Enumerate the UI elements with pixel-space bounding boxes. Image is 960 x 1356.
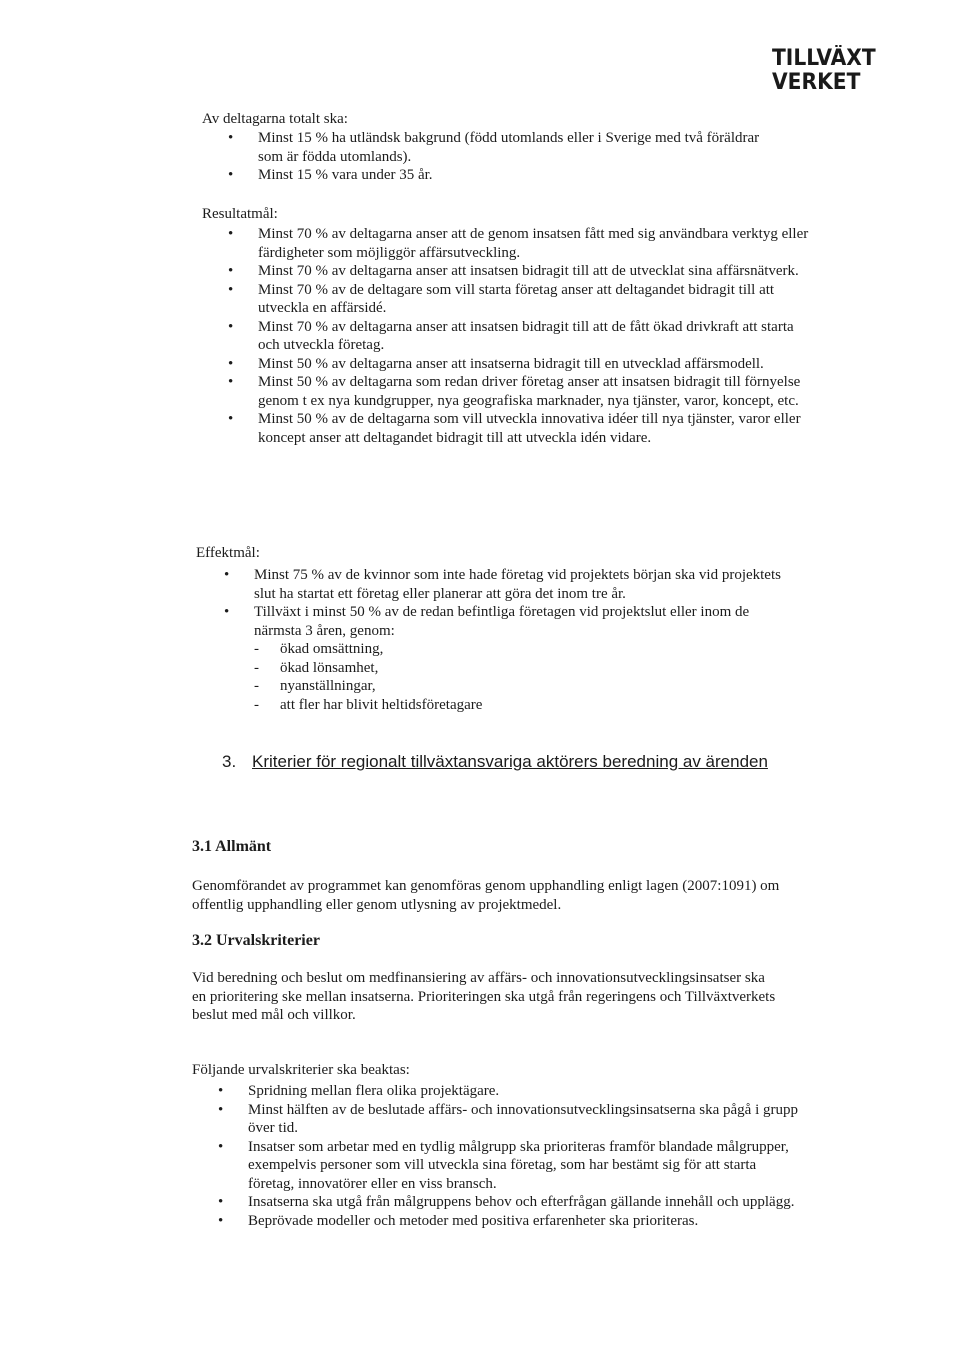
- participants-heading: Av deltagarna totalt ska:: [202, 111, 348, 127]
- list-item: • Beprövade modeller och metoder med positiva erfarenheter ska prioriteras.: [218, 1212, 699, 1229]
- list-item: • Minst 15 % ha utländsk bakgrund (född utomlands eller i Sverige med två föräldrar som är födda utomlands).: [228, 130, 760, 165]
- effects-heading: Effektmål:: [196, 545, 260, 561]
- list-item: • Minst 50 % av deltagarna som redan driver företag anser att insatsen bidragit till förnyelse genom t ex nya kundgrupper, nya geografiska marknader, nya tjänster, varor, koncept, etc.: [228, 374, 801, 409]
- list-item: • Minst 70 % av de deltagare som vill starta företag anser att deltagandet bidragit till att utveckla en affärsidé.: [228, 281, 775, 316]
- effects-sublist: [254, 640, 792, 714]
- results-list: [226, 225, 810, 447]
- list-item: • Minst hälften av de beslutade affärs- och innovationsutvecklingsinsatserna ska pågå i grupp över tid.: [218, 1101, 798, 1136]
- bullet-icon: •: [228, 318, 234, 335]
- bullet-icon: •: [218, 1194, 224, 1210]
- section-3-2-paragraph: Vid beredning och beslut om medfinansiering av affärs- och innovationsutvecklingsinsatser ska en prioritering ske mellan insatserna. Prioriteringen ska utgå från regeringens och Tillväxtverkets beslut med mål och villkor.: [192, 970, 776, 1023]
- list-item: • Minst 70 % av deltagarna anser att insatsen bidragit till att de fått ökad drivkraft att starta och utveckla företag.: [228, 318, 794, 353]
- participants-list: [226, 129, 786, 185]
- list-item: • Minst 50 % av deltagarna anser att insatserna bidragit till en utvecklad affärsmodell.: [228, 355, 764, 372]
- section-number: 3.: [222, 752, 237, 771]
- sub-list-item: - ökad lönsamhet,: [254, 659, 379, 676]
- criteria-list: [216, 1082, 806, 1230]
- list-item: • Spridning mellan flera olika projektägare.: [218, 1083, 500, 1099]
- bullet-icon: •: [228, 355, 234, 372]
- bullet-icon: •: [228, 167, 234, 183]
- bullet-icon: •: [228, 411, 234, 427]
- bullet-icon: •: [228, 281, 234, 298]
- list-item: • Minst 70 % av deltagarna anser att de genom insatsen fått med sig användbara verktyg eller färdigheter som möjliggör affärsutveckling.: [228, 226, 809, 261]
- list-item: • Minst 70 % av deltagarna anser att insatsen bidragit till att de utvecklat sina affärsnätverk.: [228, 263, 799, 279]
- criteria-intro: Följande urvalskriterier ska beaktas:: [192, 1062, 410, 1078]
- results-heading: Resultatmål:: [202, 206, 278, 222]
- bullet-icon: •: [218, 1138, 224, 1155]
- section-3-1-heading: 3.1 Allmänt: [192, 838, 272, 855]
- sub-list-item: - nyanställningar,: [254, 678, 376, 694]
- bullet-icon: •: [224, 567, 230, 583]
- bullet-icon: •: [224, 604, 230, 620]
- list-item: • Minst 75 % av de kvinnor som inte hade företag vid projektets början ska vid projektets slut ha startat ett företag eller planerar att göra det inom tre år.: [224, 567, 781, 602]
- section-3-2-heading: 3.2 Urvalskriterier: [192, 932, 320, 949]
- bullet-icon: •: [228, 374, 234, 390]
- logo-line-2: VERKET: [772, 70, 861, 95]
- list-item: • Minst 15 % vara under 35 år.: [228, 167, 433, 183]
- section-title: Kriterier för regionalt tillväxtansvariga aktörers beredning av ärenden: [252, 752, 768, 771]
- list-item: • Minst 50 % av de deltagarna som vill utveckla innovativa idéer till nya tjänster, varor eller koncept anser att deltagandet bidragit till att utveckla idén vidare.: [228, 411, 801, 446]
- logo-line-1: TILLVÄXT: [772, 46, 876, 71]
- bullet-icon: •: [218, 1083, 224, 1099]
- list-item: • Insatser som arbetar med en tydlig målgrupp ska prioriteras framför blandade målgrupper, exempelvis personer som vill utveckla sina företag, som har bestämt sig för att starta företag, innovatörer eller en viss bransch.: [218, 1138, 789, 1192]
- sub-list-item: - att fler har blivit heltidsföretagare: [254, 696, 483, 713]
- bullet-icon: •: [228, 226, 234, 242]
- effects-list: [222, 566, 792, 714]
- list-item: • Insatserna ska utgå från målgruppens behov och efterfrågan gällande innehåll och upplägg.: [218, 1194, 795, 1210]
- bullet-icon: •: [218, 1101, 224, 1118]
- bullet-icon: •: [228, 130, 234, 146]
- sub-list-item: - ökad omsättning,: [254, 641, 384, 657]
- bullet-icon: •: [228, 263, 234, 279]
- list-item: • Tillväxt i minst 50 % av de redan befintliga företagen vid projektslut eller inom de närmsta 3 åren, genom: - ökad omsättning, - ökad lönsamhet, - nyanställningar, - att fler har blivit heltidsföretagare: [222, 603, 792, 714]
- bullet-icon: •: [218, 1212, 224, 1229]
- section-3-1-text: Genomförandet av programmet kan genomföras genom upphandling enligt lagen (2007:1091) om offentlig upphandling eller genom utlysning av projektmedel.: [192, 878, 780, 913]
